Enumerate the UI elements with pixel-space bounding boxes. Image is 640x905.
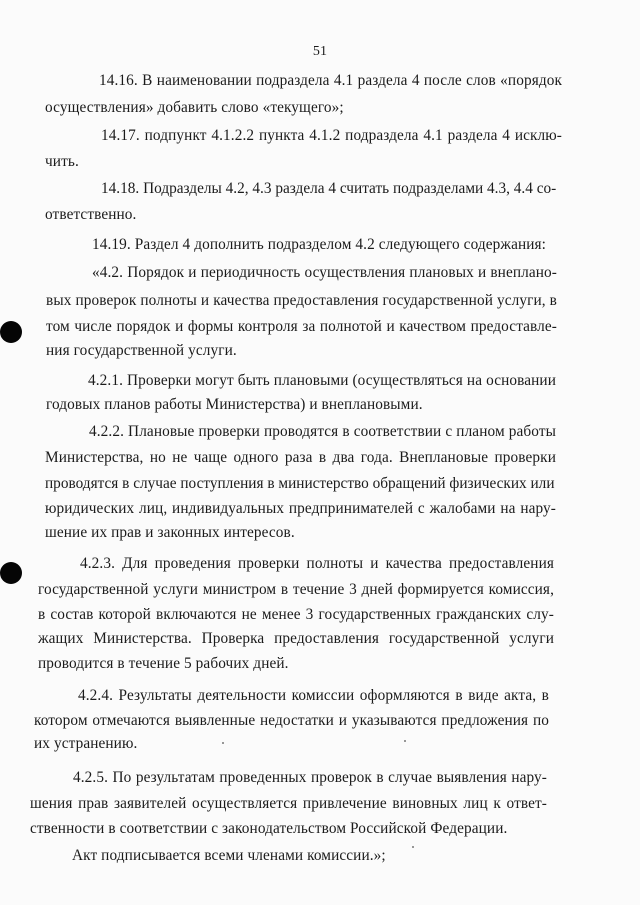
scan-speck (412, 846, 414, 848)
text-line: Министерства, но не чаще одного раза в два года. Внеплановые проверки (45, 449, 556, 466)
text-line: «4.2. Порядок и периодичность осуществления плановых и внеплано- (92, 264, 557, 281)
text-line: юридических лиц, индивидуальных предпринимателей с жалобами на нару- (45, 500, 556, 517)
text-line: 14.16. В наименовании подраздела 4.1 раздела 4 после слов «порядок (99, 72, 562, 89)
text-line: государственной услуги министром в течение 3 дней формируется комиссия, (38, 581, 554, 598)
text-line: ответственно. (45, 206, 137, 223)
text-line: чить. (45, 153, 79, 170)
text-line: том числе порядок и формы контроля за полнотой и качеством предоставле- (46, 318, 557, 335)
text-line: шение их прав и законных интересов. (45, 524, 295, 541)
text-line: 4.2.5. По результатам проведенных проверок в случае выявления нару- (73, 769, 547, 786)
text-line: 4.2.3. Для проведения проверки полноты и качества предоставления (80, 555, 554, 572)
text-line: 14.17. подпункт 4.1.2.2 пункта 4.1.2 подраздела 4.1 раздела 4 исклю- (101, 127, 562, 144)
text-line: годовых планов работы Министерства) и внеплановыми. (46, 396, 423, 413)
text-line: ственности в соответствии с законодательством Российской Федерации. (30, 820, 508, 837)
text-line: шения прав заявителей осуществляется привлечение виновных лиц к ответ- (30, 795, 547, 812)
text-line: Акт подписывается всеми членами комиссии.»; (72, 847, 386, 864)
text-line: ния государственной услуги. (46, 342, 237, 359)
text-line: 4.2.2. Плановые проверки проводятся в соответствии с планом работы (89, 423, 556, 440)
text-line: в состав которой включаются не менее 3 государственных гражданских слу- (38, 606, 554, 623)
page-number: 51 (312, 44, 328, 59)
text-line: жащих Министерства. Проверка предоставления государственной услуги (38, 630, 554, 647)
text-line: проводится в течение 5 рабочих дней. (38, 655, 289, 672)
text-line: вых проверок полноты и качества предоставления государственной услуги, в (46, 292, 557, 309)
scan-speck (222, 742, 224, 744)
text-line: 4.2.1. Проверки могут быть плановыми (осуществляться на основании (88, 372, 556, 389)
scan-speck (404, 740, 406, 742)
text-line: 4.2.4. Результаты деятельности комиссии оформляются в виде акта, в (78, 687, 549, 704)
binder-hole-mark (0, 562, 22, 584)
binder-hole-mark (0, 321, 22, 343)
text-line: 14.18. Подразделы 4.2, 4.3 раздела 4 считать подразделами 4.3, 4.4 со- (101, 180, 557, 197)
text-line: котором отмечаются выявленные недостатки и указываются предложения по (34, 712, 549, 729)
text-line: проводятся в случае поступления в министерство обращений физических или (45, 475, 555, 492)
text-line: осуществления» добавить слово «текущего»; (45, 99, 344, 116)
text-line: их устранению. (34, 735, 138, 752)
text-line: 14.19. Раздел 4 дополнить подразделом 4.2 следующего содержания: (92, 236, 547, 253)
